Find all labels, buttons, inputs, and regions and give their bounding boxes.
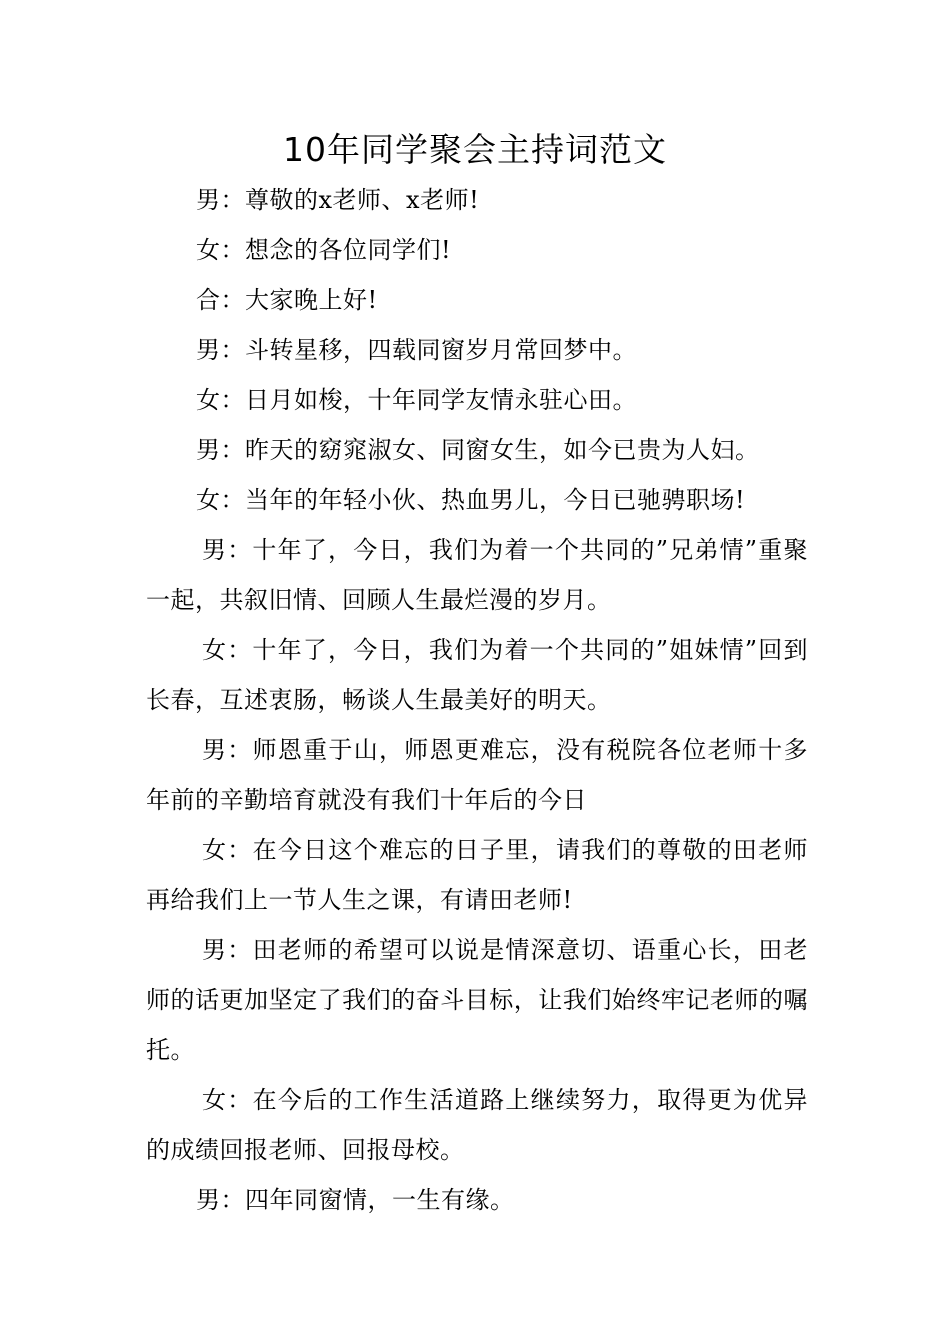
paragraph: 男：昨天的窈窕淑女、同窗女生，如今已贵为人妇。 [196,436,760,464]
paragraph: 女：在今后的工作生活道路上继续努力，取得更为优异的成绩回报老师、回报母校。 [146,1086,808,1164]
paragraph: 女：在今日这个难忘的日子里，请我们的尊敬的田老师再给我们上一节人生之课，有请田老师! [146,836,808,914]
paragraph: 男：田老师的希望可以说是情深意切、语重心长，田老师的话更加坚定了我们的奋斗目标，让我们始终牢记老师的嘱托。 [146,936,808,1064]
paragraph: 女：日月如梭，十年同学友情永驻心田。 [196,386,637,414]
paragraph: 男：斗转星移，四载同窗岁月常回梦中。 [196,336,637,364]
document-body [146,175,808,1225]
paragraph: 女：十年了，今日，我们为着一个共同的”姐妹情”回到长春，互述衷肠，畅谈人生最美好的明天。 [146,636,808,714]
paragraph: 女：想念的各位同学们! [196,236,452,264]
paragraph: 男：尊敬的x老师、x老师! [196,186,480,214]
document-title: 10年同学聚会主持词范文 [283,130,667,169]
paragraph: 合：大家晚上好! [196,286,378,314]
paragraph: 女：当年的年轻小伙、热血男儿，今日已驰骋职场! [196,486,746,514]
paragraph: 男：师恩重于山，师恩更难忘，没有税院各位老师十多年前的辛勤培育就没有我们十年后的今日 [146,736,808,814]
paragraph: 男：四年同窗情，一生有缘。 [196,1186,515,1214]
paragraph: 男：十年了，今日，我们为着一个共同的”兄弟情”重聚一起，共叙旧情、回顾人生最烂漫的岁月。 [146,536,808,614]
